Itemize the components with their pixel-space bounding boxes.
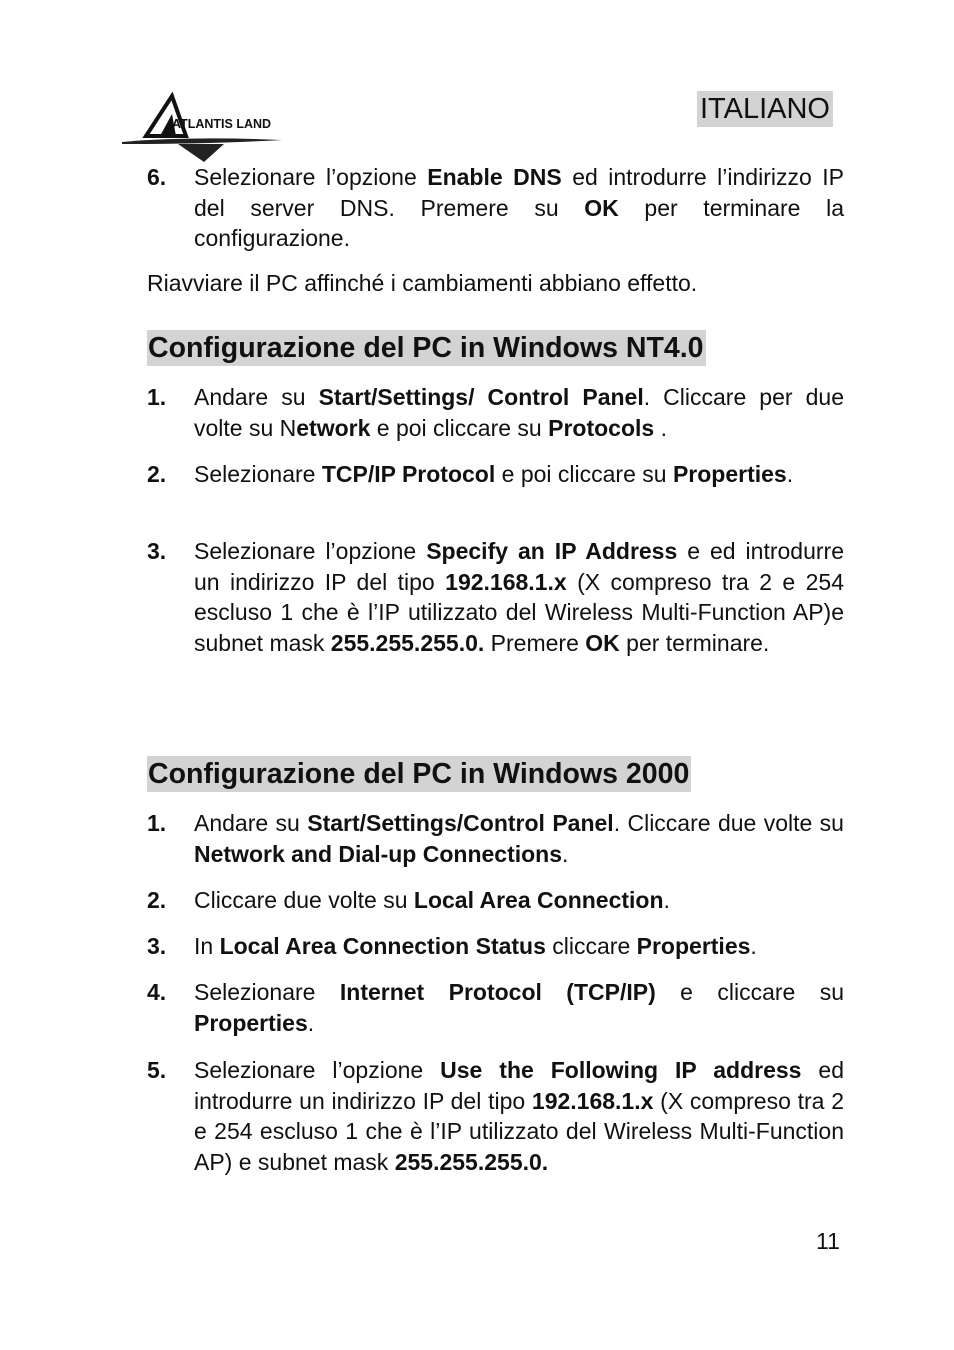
section-title-2000: Configurazione del PC in Windows 2000 bbox=[148, 758, 690, 790]
list-item bbox=[147, 885, 844, 916]
list-number: 6. bbox=[147, 164, 167, 190]
page-number: 11 bbox=[816, 1228, 840, 1254]
reboot-note: Riavviare il PC affinché i cambiamenti abbiano effetto. bbox=[147, 270, 698, 296]
list-number: 3. bbox=[147, 933, 167, 959]
list-number: 1. bbox=[147, 810, 167, 836]
section-title-nt: Configurazione del PC in Windows NT4.0 bbox=[148, 332, 704, 364]
list-text: Selezionare TCP/IP Protocol e poi cliccare su Properties. bbox=[194, 461, 794, 487]
list-item bbox=[147, 162, 844, 254]
list-text: Andare su Start/Settings/ Control Panel. Cliccare per due volte su Network e poi cliccare su Protocols . bbox=[194, 384, 844, 441]
list-item bbox=[147, 977, 844, 1038]
list-item bbox=[147, 1055, 844, 1177]
list-item bbox=[147, 536, 844, 658]
list-number: 5. bbox=[147, 1057, 167, 1083]
language-label: ITALIANO bbox=[697, 91, 833, 127]
list-number: 1. bbox=[147, 384, 167, 410]
list-item bbox=[147, 382, 844, 443]
list-item bbox=[147, 459, 844, 490]
list-text: Selezionare l’opzione Use the Following IP address ed introdurre un indirizzo IP del tipo 192.168.1.x (X compreso tra 2 e 254 escluso 1 che è l’IP utilizzato del Wireless Multi-Function AP) e subnet mask 255.255.255.0. bbox=[194, 1057, 844, 1175]
list-text: Cliccare due volte su Local Area Connection. bbox=[194, 887, 670, 913]
list-text: Andare su Start/Settings/Control Panel. Cliccare due volte su Network and Dial-up Connections. bbox=[194, 810, 844, 867]
list-text: Selezionare l’opzione Enable DNS ed introdurre l’indirizzo IP del server DNS. Premere su OK per terminare la configurazione. bbox=[194, 164, 844, 251]
list-number: 2. bbox=[147, 887, 167, 913]
list-text: Selezionare Internet Protocol (TCP/IP) e cliccare su Properties. bbox=[194, 979, 845, 1036]
list-number: 3. bbox=[147, 538, 167, 564]
list-text: In Local Area Connection Status cliccare Properties. bbox=[194, 933, 757, 959]
list-item bbox=[147, 931, 844, 962]
atlantis-land-logo bbox=[120, 92, 285, 164]
list-text: Selezionare l’opzione Specify an IP Address e ed introdurre un indirizzo IP del tipo 192.168.1.x (X compreso tra 2 e 254 escluso 1 che è l’IP utilizzato del Wireless Multi-Function AP)e subnet mask 255.255.255.0. Premere OK per terminare. bbox=[194, 538, 844, 656]
list-number: 2. bbox=[147, 461, 167, 487]
brand-wordmark: ATLANTIS LAND bbox=[172, 117, 272, 131]
list-item bbox=[147, 808, 844, 869]
list-number: 4. bbox=[147, 979, 167, 1005]
